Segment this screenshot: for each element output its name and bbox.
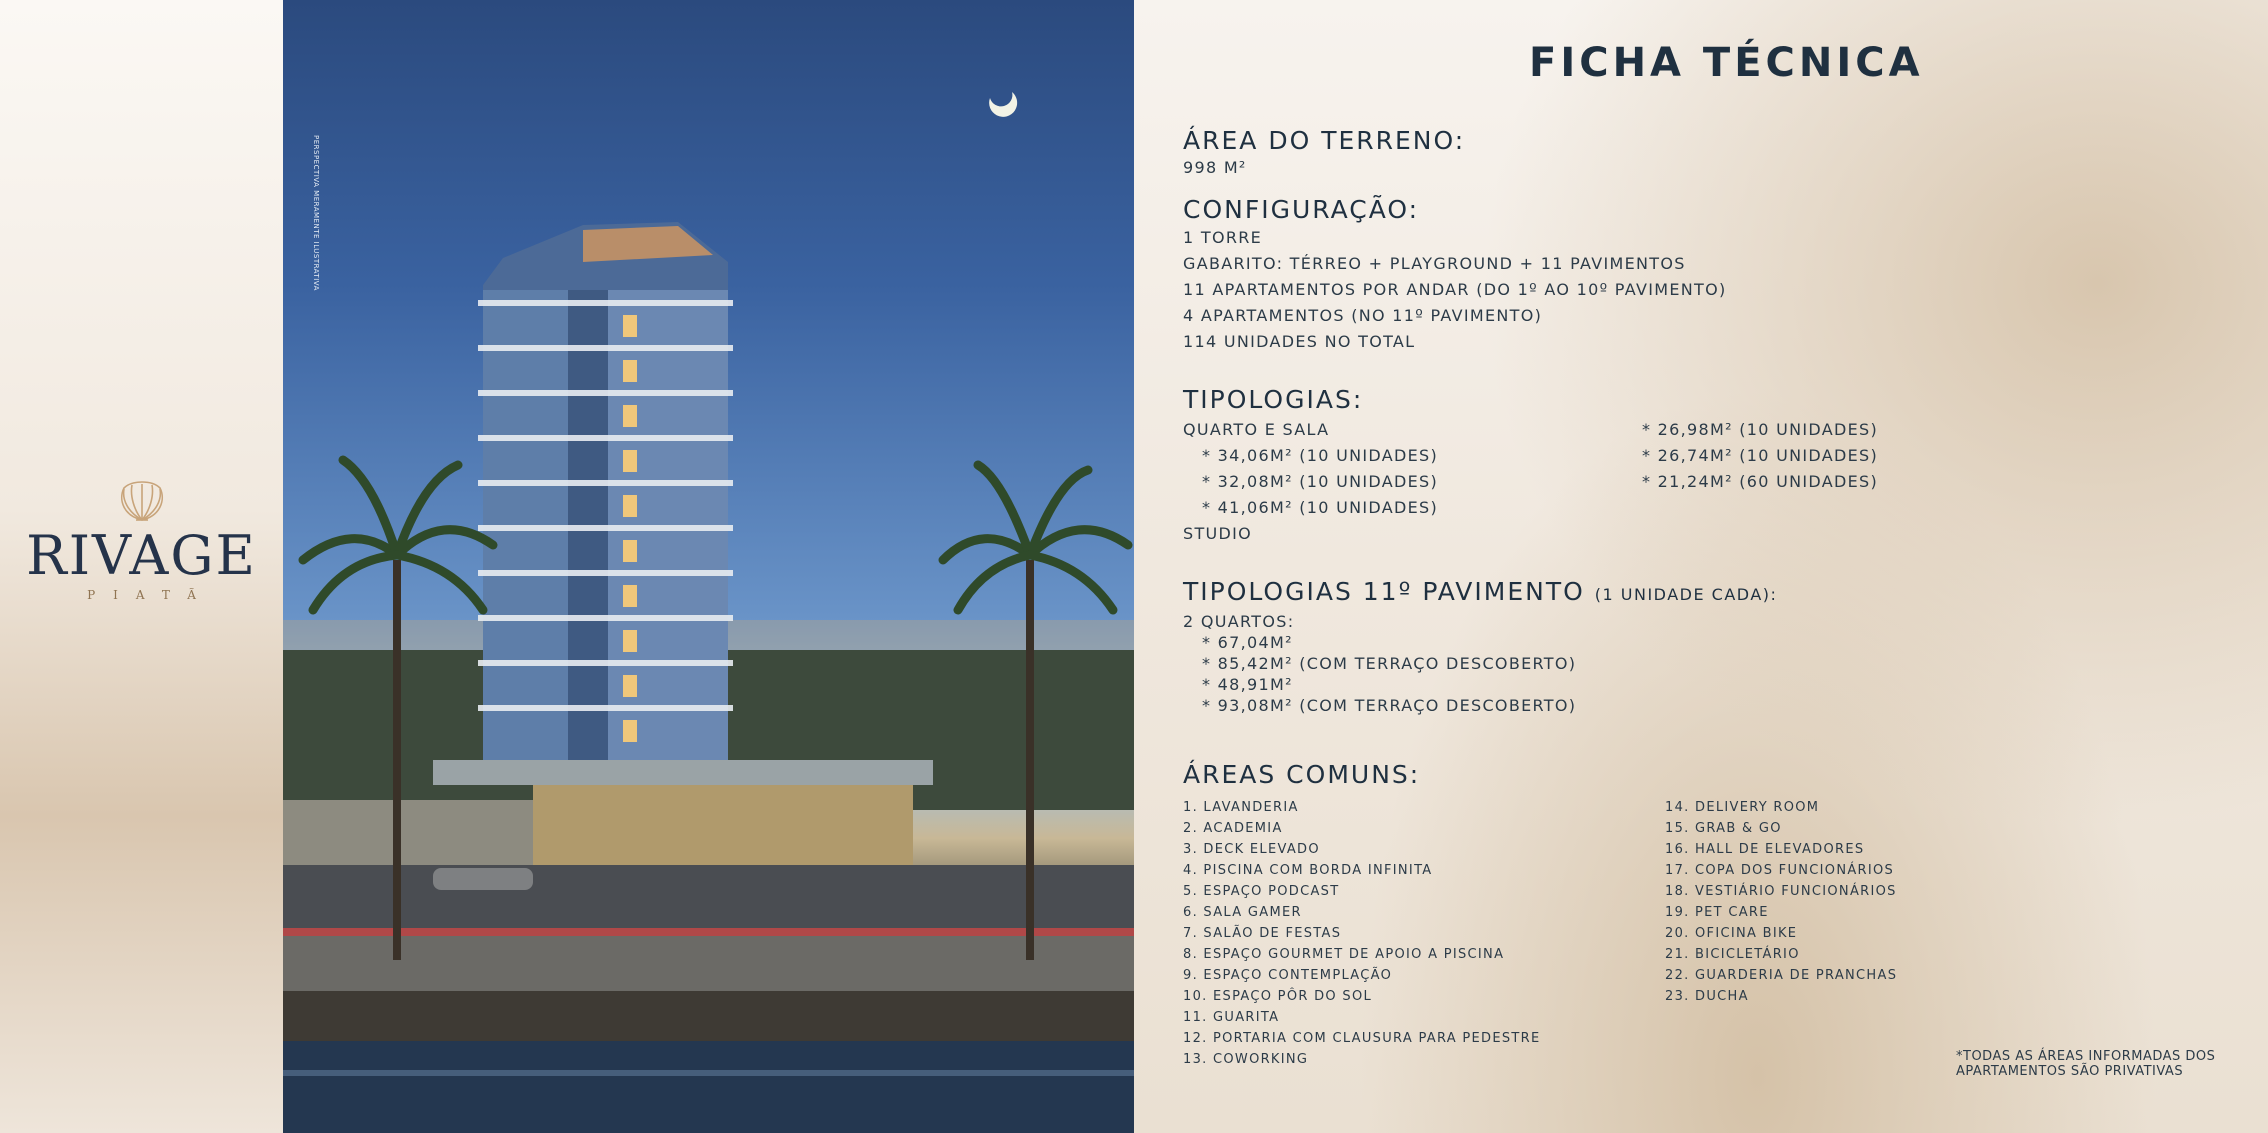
footnote-line: *TODAS AS ÁREAS INFORMADAS DOS bbox=[1956, 1049, 2216, 1064]
list-item: 21. BICICLETÁRIO bbox=[1665, 947, 1800, 962]
moon-icon bbox=[989, 92, 1017, 117]
tipologias-11-note: (1 UNIDADE CADA): bbox=[1594, 585, 1778, 604]
list-item: 19. PET CARE bbox=[1665, 905, 1769, 920]
list-item: * 32,08M² (10 UNIDADES) bbox=[1202, 472, 1438, 491]
list-item: 3. DECK ELEVADO bbox=[1183, 842, 1320, 857]
list-item: 1. LAVANDERIA bbox=[1183, 800, 1299, 815]
page-title: FICHA TÉCNICA bbox=[1529, 40, 1924, 86]
list-item: * 21,24M² (60 UNIDADES) bbox=[1642, 472, 1878, 491]
logo bbox=[0, 476, 283, 602]
technical-sheet bbox=[1134, 0, 2268, 1133]
list-item: * 67,04M² bbox=[1202, 633, 1293, 652]
list-item: 17. COPA DOS FUNCIONÁRIOS bbox=[1665, 863, 1895, 878]
tipologias-11-list bbox=[1183, 611, 1576, 716]
list-item: 9. ESPAÇO CONTEMPLAÇÃO bbox=[1183, 968, 1393, 983]
studio-label: STUDIO bbox=[1183, 524, 1253, 543]
list-item: 12. PORTARIA COM CLAUSURA PARA PEDESTRE bbox=[1183, 1031, 1541, 1046]
list-item: 8. ESPAÇO GOURMET DE APOIO A PISCINA bbox=[1183, 947, 1505, 962]
list-item: 20. OFICINA BIKE bbox=[1665, 926, 1798, 941]
tipologias-right bbox=[1642, 417, 1878, 495]
car bbox=[433, 868, 533, 890]
list-item: * 34,06M² (10 UNIDADES) bbox=[1202, 446, 1438, 465]
list-item: 5. ESPAÇO PODCAST bbox=[1183, 884, 1340, 899]
list-item: 4 APARTAMENTOS (NO 11º PAVIMENTO) bbox=[1183, 306, 1543, 325]
footnote-line: APARTAMENTOS SÃO PRIVATIVAS bbox=[1956, 1064, 2184, 1079]
list-item: 1 TORRE bbox=[1183, 228, 1263, 247]
list-item: 7. SALÃO DE FESTAS bbox=[1183, 926, 1342, 941]
configuracao-list bbox=[1183, 225, 1727, 355]
shell-icon bbox=[112, 476, 172, 524]
list-item: 18. VESTIÁRIO FUNCIONÁRIOS bbox=[1665, 884, 1897, 899]
list-item: * 26,98M² (10 UNIDADES) bbox=[1642, 420, 1878, 439]
tipologias-left bbox=[1183, 417, 1438, 547]
areas-comuns-col2 bbox=[1665, 797, 1897, 1007]
list-item: * 41,06M² (10 UNIDADES) bbox=[1202, 498, 1438, 517]
building-illustration bbox=[283, 0, 1134, 1133]
list-item: 114 UNIDADES NO TOTAL bbox=[1183, 332, 1416, 351]
list-item: 16. HALL DE ELEVADORES bbox=[1665, 842, 1865, 857]
dois-quartos-label: 2 QUARTOS: bbox=[1183, 612, 1295, 631]
list-item: * 93,08M² (COM TERRAÇO DESCOBERTO) bbox=[1202, 696, 1577, 715]
list-item: * 26,74M² (10 UNIDADES) bbox=[1642, 446, 1878, 465]
area-terreno-heading: ÁREA DO TERRENO: bbox=[1183, 126, 1466, 155]
tipologias-11-title: TIPOLOGIAS 11º PAVIMENTO bbox=[1183, 577, 1585, 606]
list-item: * 85,42M² (COM TERRAÇO DESCOBERTO) bbox=[1202, 654, 1577, 673]
list-item: 22. GUARDERIA DE PRANCHAS bbox=[1665, 968, 1898, 983]
list-item: GABARITO: TÉRREO + PLAYGROUND + 11 PAVIMENTOS bbox=[1183, 254, 1686, 273]
brand-name: RIVAGE bbox=[26, 524, 257, 587]
list-item: 6. SALA GAMER bbox=[1183, 905, 1302, 920]
tower bbox=[478, 222, 733, 780]
configuracao-heading: CONFIGURAÇÃO: bbox=[1183, 195, 1420, 224]
list-item: 2. ACADEMIA bbox=[1183, 821, 1283, 836]
brand-location: PIATÃ bbox=[87, 588, 214, 602]
quarto-sala-label: QUARTO E SALA bbox=[1183, 420, 1330, 439]
areas-comuns-col1 bbox=[1183, 797, 1541, 1070]
tipologias-11-heading bbox=[1183, 577, 1777, 606]
list-item: 11 APARTAMENTOS POR ANDAR (DO 1º AO 10º PAVIMENTO) bbox=[1183, 280, 1727, 299]
brand-panel bbox=[0, 0, 283, 1133]
photo-caption: PERSPECTIVA MERAMENTE ILUSTRATIVA bbox=[312, 135, 320, 291]
building-render bbox=[283, 0, 1134, 1133]
list-item: 23. DUCHA bbox=[1665, 989, 1749, 1004]
list-item: 15. GRAB & GO bbox=[1665, 821, 1782, 836]
list-item: 13. COWORKING bbox=[1183, 1052, 1309, 1067]
list-item: 4. PISCINA COM BORDA INFINITA bbox=[1183, 863, 1433, 878]
tipologias-heading: TIPOLOGIAS: bbox=[1183, 385, 1364, 414]
footnote bbox=[1956, 1049, 2215, 1079]
area-terreno-value: 998 M² bbox=[1183, 158, 1247, 177]
areas-comuns-heading: ÁREAS COMUNS: bbox=[1183, 760, 1421, 789]
list-item: 11. GUARITA bbox=[1183, 1010, 1280, 1025]
list-item: 14. DELIVERY ROOM bbox=[1665, 800, 1820, 815]
list-item: 10. ESPAÇO PÔR DO SOL bbox=[1183, 989, 1373, 1004]
list-item: * 48,91M² bbox=[1202, 675, 1293, 694]
